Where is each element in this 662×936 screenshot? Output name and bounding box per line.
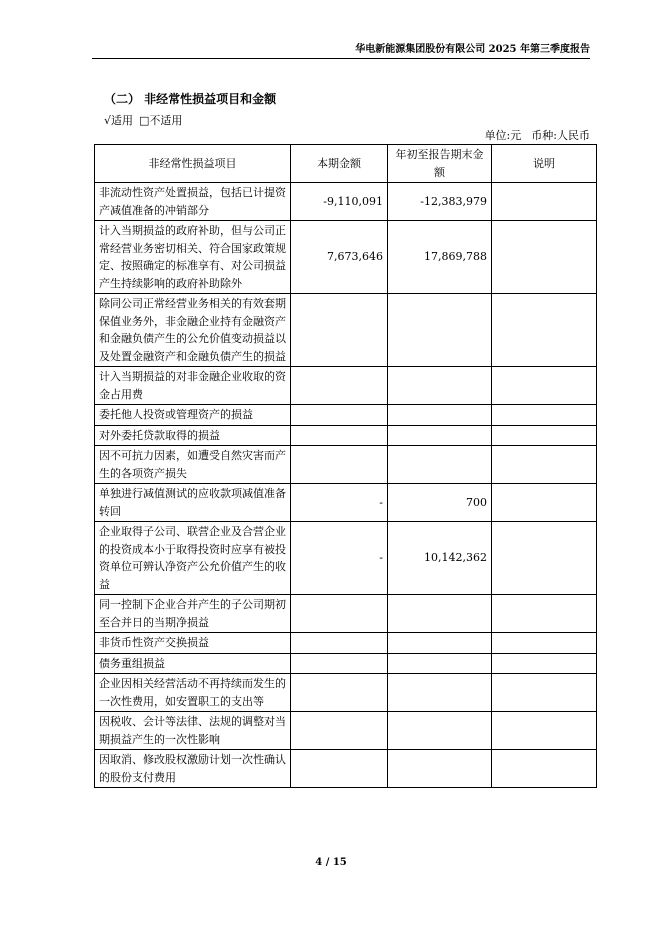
table-row (95, 294, 597, 367)
row-current-amount (291, 633, 388, 654)
table-row (95, 183, 597, 221)
row-ytd-amount: 17,869,788 (388, 221, 492, 294)
row-item: 同一控制下企业合并产生的子公司期初至合并日的当期净损益 (95, 595, 291, 633)
row-current-amount (291, 294, 388, 367)
table-row (95, 522, 597, 595)
row-ytd-amount (388, 425, 492, 446)
row-item: 因取消、修改股权激励计划一次性确认的股份支付费用 (95, 750, 291, 788)
row-current-amount: 7,673,646 (291, 221, 388, 294)
row-current-amount (291, 653, 388, 674)
row-ytd-amount: 700 (388, 484, 492, 522)
row-current-amount (291, 712, 388, 750)
unit-line (475, 127, 590, 143)
table-row (95, 221, 597, 294)
row-current-amount: - (291, 484, 388, 522)
row-item: 计入当期损益的对非金融企业收取的资金占用费 (95, 367, 291, 405)
page-number: 4 / 15 (315, 857, 347, 868)
table-row (95, 653, 597, 674)
row-item: 企业因相关经营活动不再持续而发生的一次性费用，如安置职工的支出等 (95, 674, 291, 712)
section-title: （二） 非经常性损益项目和金额 (104, 92, 277, 106)
row-note (492, 446, 597, 484)
row-note (492, 183, 597, 221)
row-current-amount (291, 674, 388, 712)
row-current-amount (291, 367, 388, 405)
table-row (95, 367, 597, 405)
row-ytd-amount: -12,383,979 (388, 183, 492, 221)
row-note (492, 405, 597, 426)
table-row (95, 405, 597, 426)
row-note (492, 367, 597, 405)
row-item: 因不可抗力因素，如遭受自然灾害而产生的各项资产损失 (95, 446, 291, 484)
row-ytd-amount (388, 446, 492, 484)
unit-label: 单位:元 (484, 129, 522, 142)
table-row (95, 425, 597, 446)
table-row (95, 484, 597, 522)
table-row (95, 712, 597, 750)
applicability-line (104, 112, 188, 128)
row-current-amount (291, 405, 388, 426)
row-item: 企业取得子公司、联营企业及合营企业的投资成本小于取得投资时应享有被投资单位可辨认净资产公允价值产生的收益 (95, 522, 291, 595)
row-item: 委托他人投资或管理资产的损益 (95, 405, 291, 426)
table-row (95, 750, 597, 788)
row-note (492, 425, 597, 446)
row-item: 单独进行减值测试的应收款项减值准备转回 (95, 484, 291, 522)
row-ytd-amount (388, 633, 492, 654)
header-item: 非经常性损益项目 (95, 145, 291, 183)
row-note (492, 595, 597, 633)
row-note (492, 484, 597, 522)
row-current-amount: - (291, 522, 388, 595)
row-note (492, 653, 597, 674)
row-ytd-amount (388, 750, 492, 788)
row-current-amount: -9,110,091 (291, 183, 388, 221)
header-ytd-amount: 年初至报告期末金额 (388, 145, 492, 183)
row-item: 对外委托贷款取得的损益 (95, 425, 291, 446)
row-item: 非流动性资产处置损益，包括已计提资产减值准备的冲销部分 (95, 183, 291, 221)
row-current-amount (291, 750, 388, 788)
applicable-checkbox: √适用 (104, 114, 134, 127)
report-header: 华电新能源集团股份有限公司 2025 年第三季度报告 (355, 44, 590, 55)
row-current-amount (291, 595, 388, 633)
row-note (492, 522, 597, 595)
table-row (95, 446, 597, 484)
row-item: 因税收、会计等法律、法规的调整对当期损益产生的一次性影响 (95, 712, 291, 750)
not-applicable-checkbox: □不适用 (139, 114, 183, 127)
row-item: 非货币性资产交换损益 (95, 633, 291, 654)
row-ytd-amount: 10,142,362 (388, 522, 492, 595)
row-note (492, 294, 597, 367)
row-note (492, 750, 597, 788)
row-ytd-amount (388, 595, 492, 633)
row-current-amount (291, 446, 388, 484)
row-ytd-amount (388, 712, 492, 750)
row-current-amount (291, 425, 388, 446)
row-note (492, 633, 597, 654)
row-ytd-amount (388, 367, 492, 405)
table-row (95, 595, 597, 633)
row-ytd-amount (388, 653, 492, 674)
table-row (95, 633, 597, 654)
currency-label: 币种:人民币 (531, 129, 590, 142)
row-ytd-amount (388, 405, 492, 426)
row-item: 债务重组损益 (95, 653, 291, 674)
row-ytd-amount (388, 294, 492, 367)
row-note (492, 712, 597, 750)
header-note: 说明 (492, 145, 597, 183)
non-recurring-items-table (94, 144, 597, 788)
row-item: 计入当期损益的政府补助，但与公司正常经营业务密切相关、符合国家政策规定、按照确定的标准享有、对公司损益产生持续影响的政府补助除外 (95, 221, 291, 294)
row-note (492, 674, 597, 712)
row-item: 除同公司正常经营业务相关的有效套期保值业务外，非金融企业持有金融资产和金融负债产生的公允价值变动损益以及处置金融资产和金融负债产生的损益 (95, 294, 291, 367)
row-ytd-amount (388, 674, 492, 712)
table-row (95, 674, 597, 712)
header-current-amount: 本期金额 (291, 145, 388, 183)
header-divider (92, 58, 590, 59)
row-note (492, 221, 597, 294)
